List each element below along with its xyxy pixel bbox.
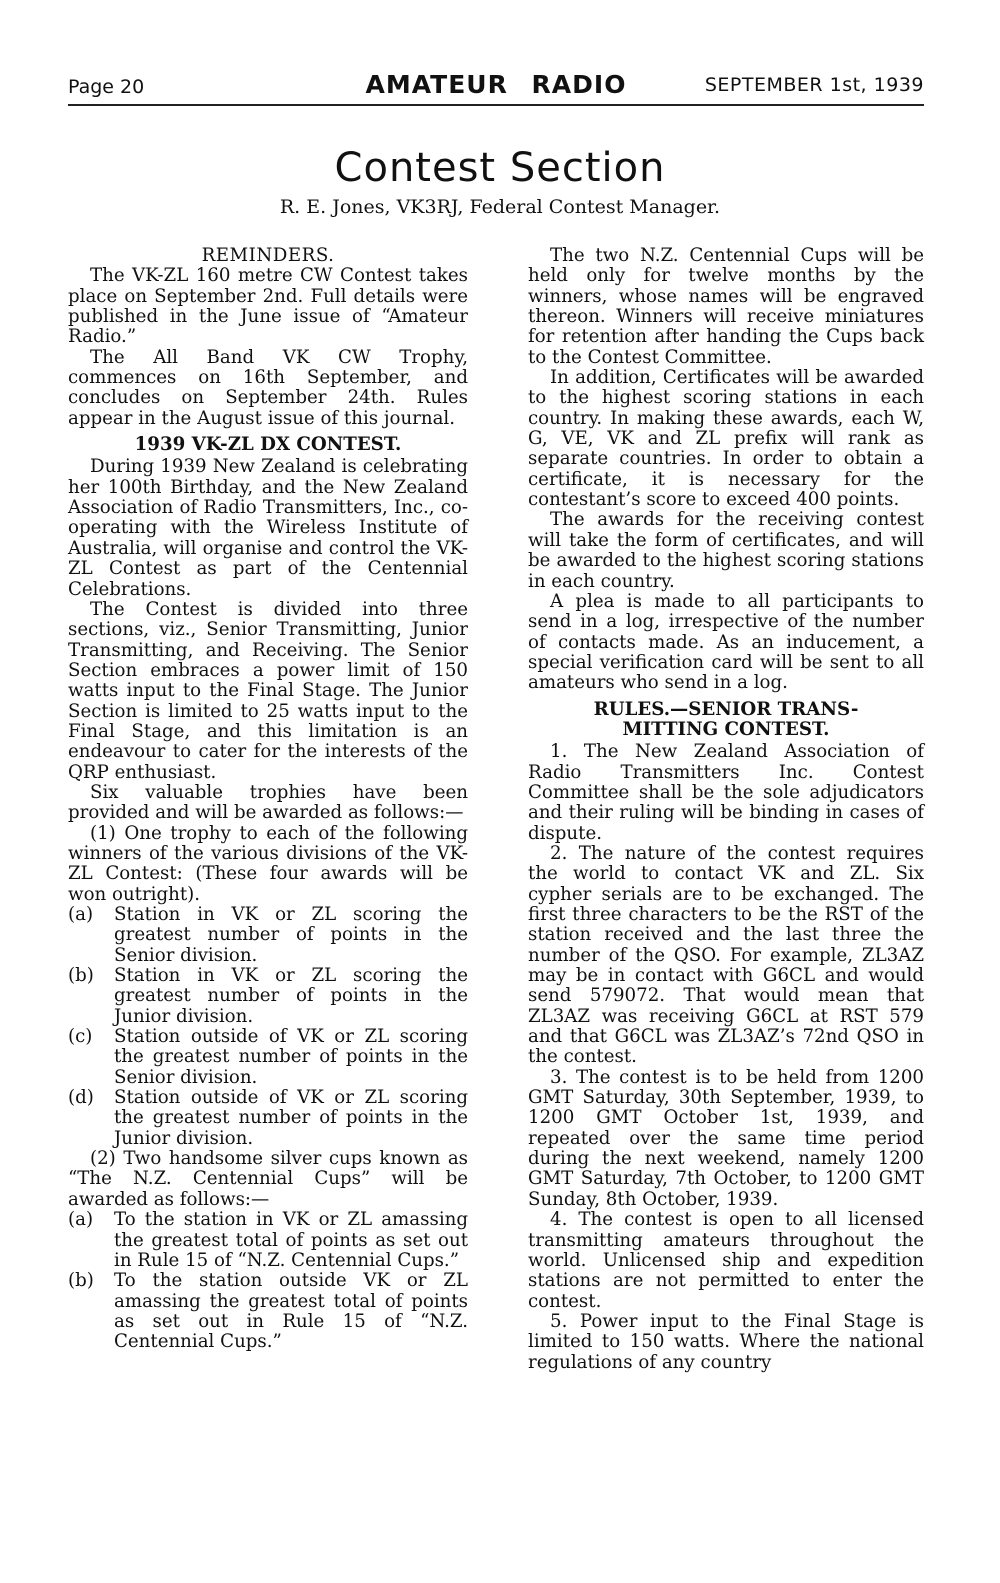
page-number: Page 20 [68,76,145,98]
item-label: (a) [68,904,94,925]
item-text: Station outside of VK or ZL scoring the greatest number of points in the Junior division. [114,1087,468,1149]
item-label: (b) [68,1270,94,1292]
list-item [68,905,468,966]
rule-paragraph: 4. The contest is open to all licensed transmitting amateurs throughout the world. Unlicensed ship and expedition stations are not permitted to enter the contest. [528,1209,924,1312]
magazine-title: AMATEUR RADIO [365,70,627,99]
item-text: Station outside of VK or ZL scoring the greatest number of points in the Senior division. [114,1026,468,1088]
item-text: Station in VK or ZL scoring the greatest number of points in the Senior division. [114,904,468,966]
list-item [68,1027,468,1088]
paragraph: A plea is made to all participants to send in a log, irrespective of the number of contacts made. As an inducement, a special verification card will be sent to all amateurs who send in a log. [528,590,924,694]
rule-paragraph: 5. Power input to the Final Stage is limited to 150 watts. Where the national regulations of any country [528,1310,924,1373]
paragraph: The VK-ZL 160 metre CW Contest takes place on September 2nd. Full details were published in the June issue of “Amateur Radio.” [68,265,468,348]
paragraph: The All Band VK CW Trophy, commences on 16th September, and concludes on September 24th. Rules appear in the August issue of this journal. [68,346,468,429]
paragraph: During 1939 New Zealand is celebrating her 100th Birthday, and the New Zealand Association of Radio Transmitters, Inc., co-operating with the Wireless Institute of Australia, will organise and control the VK-ZL Contest as part of the Centennial Celebrations. [68,456,468,600]
paragraph: (1) One trophy to each of the following winners of the various divisions of the VK-ZL Contest: (These four awards will be won outright). [68,822,468,905]
list-item [68,966,468,1027]
item-text: To the station outside VK or ZL amassing the greatest total of points as set out in Rule 15 of “N.Z. Centennial Cups.” [114,1270,468,1353]
paragraph: The Contest is divided into three sections, viz., Senior Transmitting, Junior Transmitting, and Receiving. The Senior Section embraces a power limit of 150 watts input to the Final Stage. The Junior Section is limited to 25 watts input to the Final Stage, and this limitation is an endeavour to cater for the interests of the QRP enthusiast. [68,598,468,783]
issue-date: SEPTEMBER 1st, 1939 [704,74,924,96]
item-text: Station in VK or ZL scoring the greatest number of points in the Junior division. [114,965,468,1027]
section-title: Contest Section [334,145,666,191]
rule-paragraph: 2. The nature of the contest requires the world to contact VK and ZL. Six cypher serials are to be exchanged. The first three characters to be the RST of the station received and the last three the number of the QSO. For example, ZL3AZ may be in contact with G6CL and would send 579072. That would mean that ZL3AZ was receiving G6CL at RST 579 and that G6CL was ZL3AZ’s 72nd QSO in the contest. [528,842,924,1068]
rule-paragraph: 1. The New Zealand Association of Radio Transmitters Inc. Contest Committee shall be the sole adjudicators and their ruling will be binding in cases of dispute. [528,741,924,844]
paragraph: Six valuable trophies have been provided and will be awarded as follows:— [68,781,468,824]
right-column [528,246,924,1373]
byline: R. E. Jones, VK3RJ, Federal Contest Manager. [279,196,721,218]
paragraph: In addition, Certificates will be awarded to the highest scoring stations in each country. In making these awards, each W, G, VE, VK and ZL prefix will rank as separate countries. In order to obtain a certificate, it is necessary for the contestant’s score to exceed 400 points. [528,367,924,511]
item-label: (c) [68,1026,93,1048]
list-item [68,1088,468,1149]
rules-heading-line-1: RULES.—SENIOR TRANS- [593,698,859,720]
left-column [68,246,468,1353]
item-label: (d) [68,1087,94,1109]
rules-heading-line-2: MITTING CONTEST. [622,718,830,740]
paragraph: (2) Two handsome silver cups known as “The N.Z. Centennial Cups” will be awarded as follows:— [68,1148,468,1210]
list-item [68,1210,468,1271]
running-head [68,70,924,106]
reminders-heading: REMINDERS. [201,245,335,266]
item-text: To the station in VK or ZL amassing the greatest total of points as set out in Rule 15 of “N.Z. Centennial Cups.” [114,1209,468,1271]
header-rule [68,104,924,106]
item-label: (a) [68,1209,94,1231]
rules-heading [528,700,924,741]
contest-heading: 1939 VK-ZL DX CONTEST. [134,434,402,456]
item-label: (b) [68,965,94,987]
paragraph: The two N.Z. Centennial Cups will be held only for twelve months by the winners, whose names will be engraved thereon. Winners will receive miniatures for retention after handing the Cups back to the Contest Committee. [528,245,924,368]
paragraph: The awards for the receiving contest will take the form of certificates, and will be awarded to the highest scoring stations in each country. [528,509,924,592]
list-item [68,1271,468,1352]
rule-paragraph: 3. The contest is to be held from 1200 GMT Saturday, 30th September, 1939, to 1200 GMT October 1st, 1939, and repeated over the same time period during the next weekend, namely 1200 GMT Saturday, 7th October, to 1200 GMT Sunday, 8th October, 1939. [528,1066,924,1210]
